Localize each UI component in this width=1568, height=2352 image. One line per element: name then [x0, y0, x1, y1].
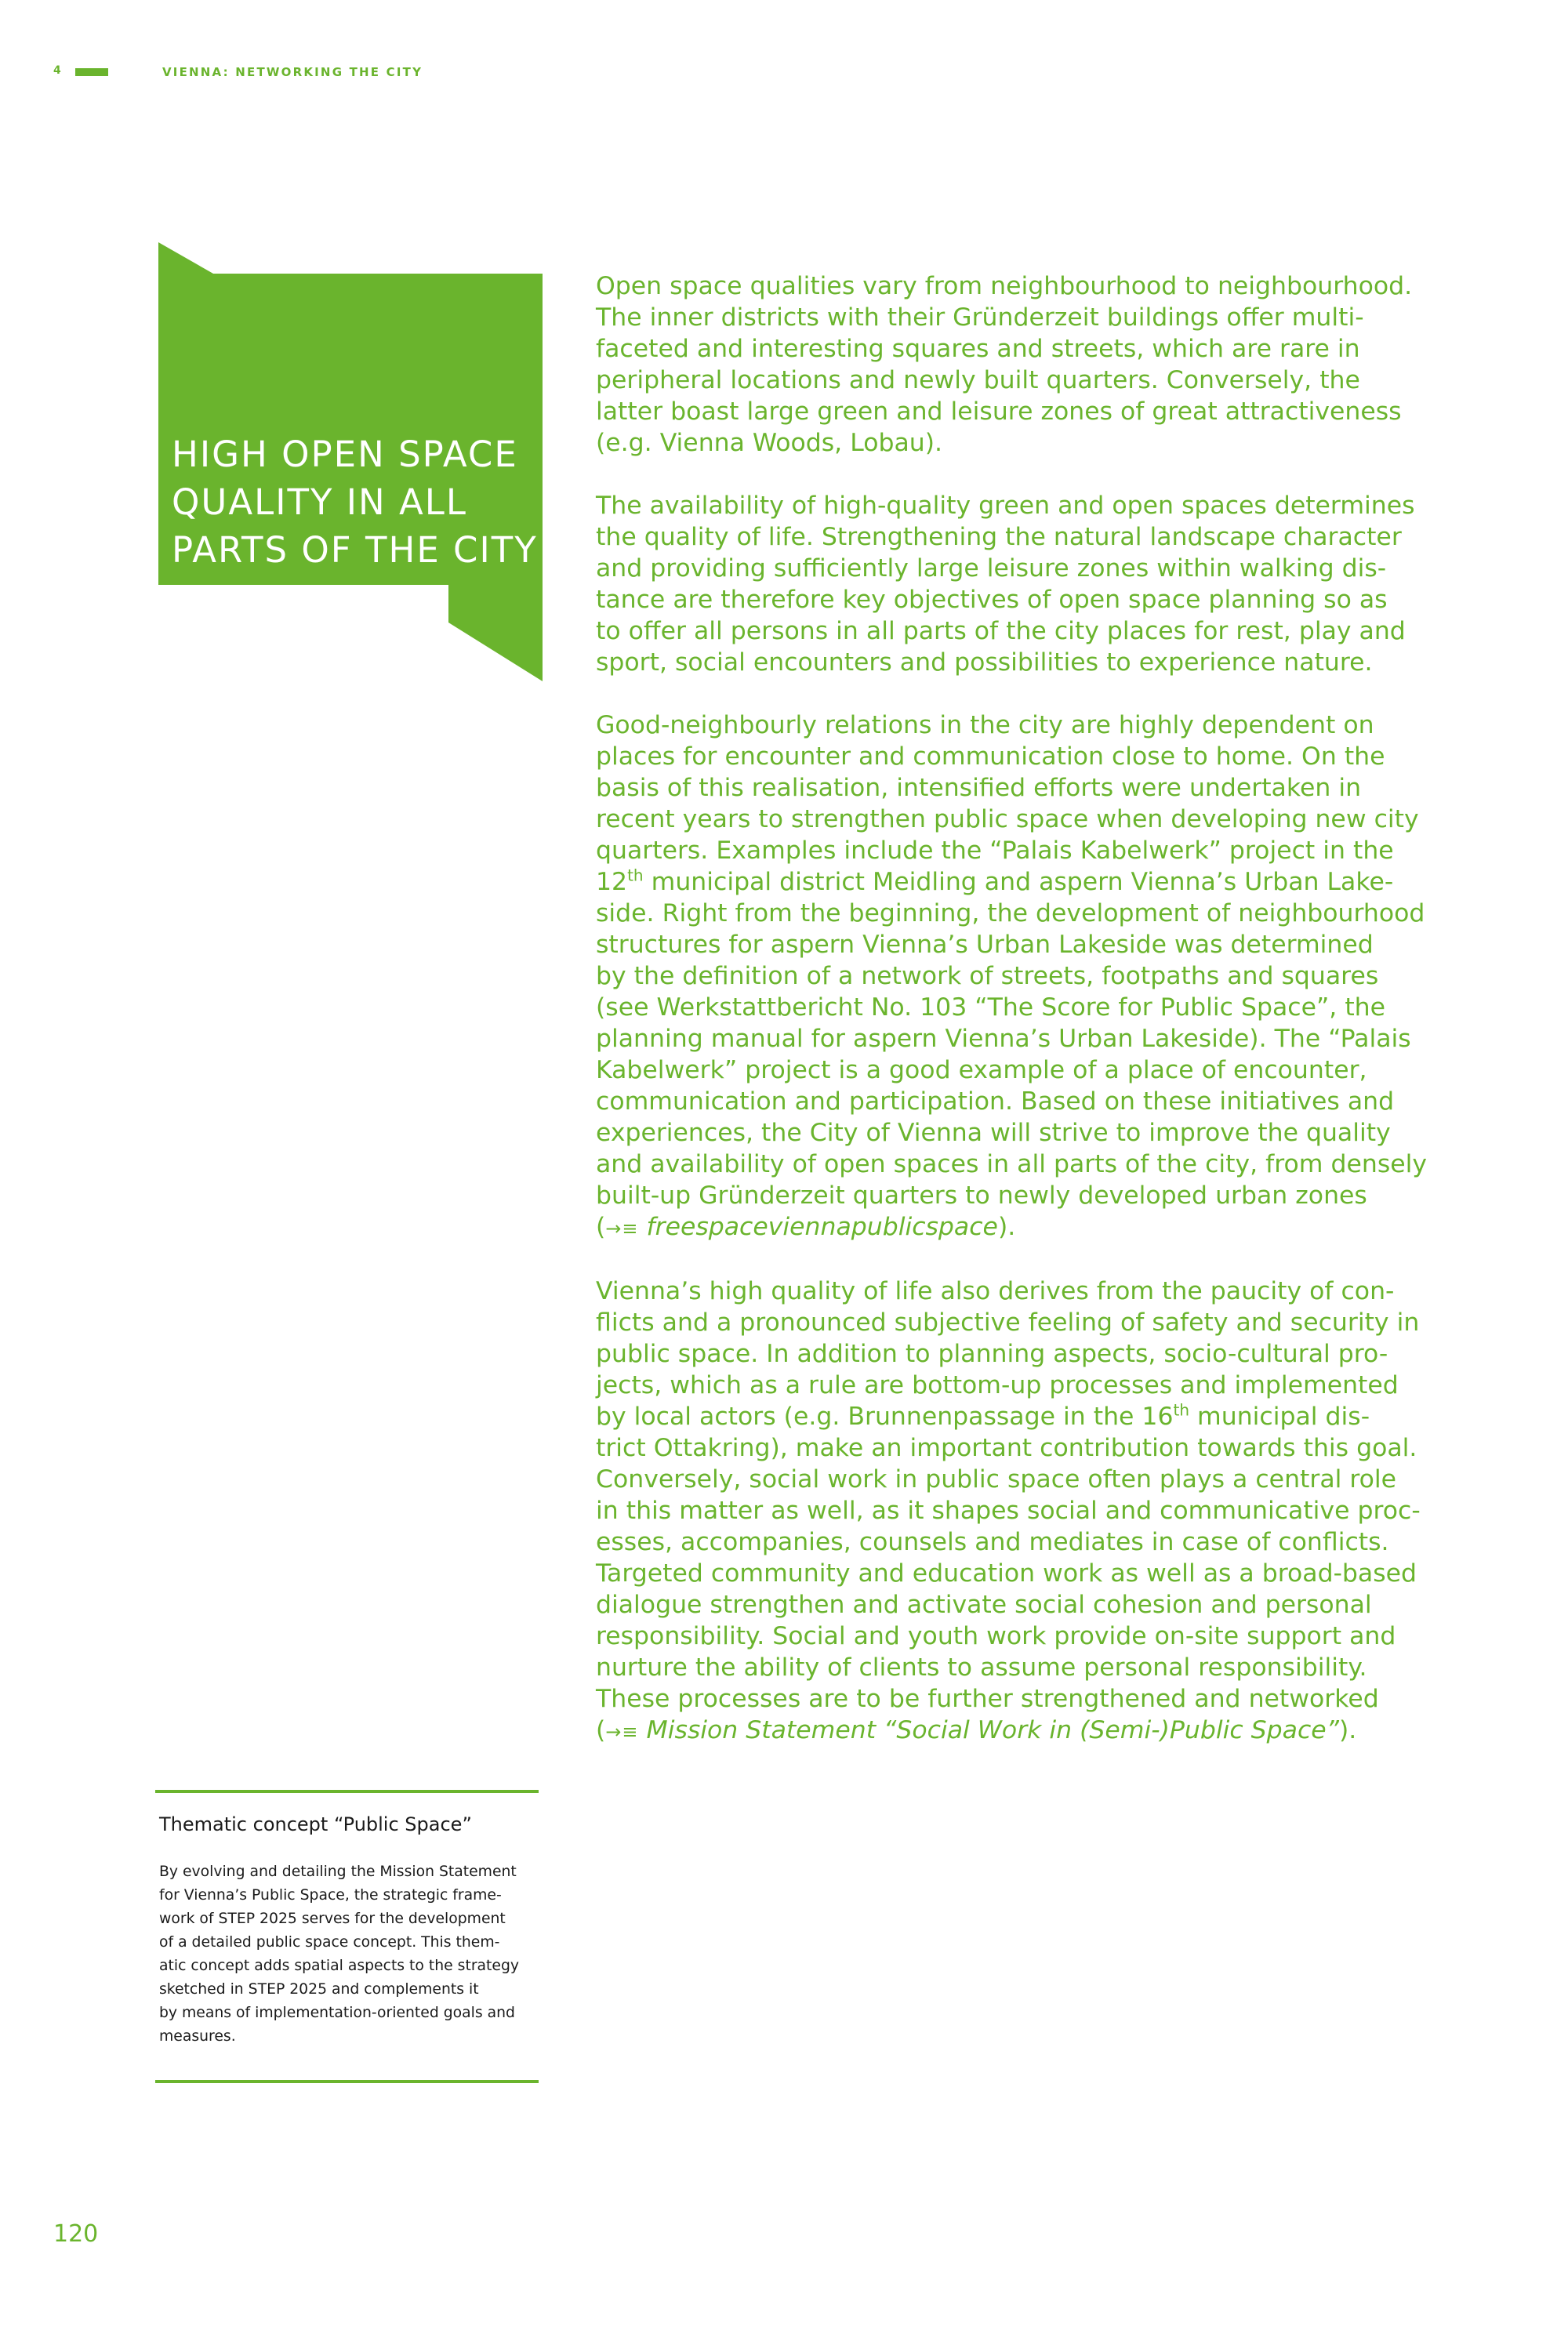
- info-box-top-rule: [155, 1790, 539, 1793]
- body-paragraph-2: The availability of high-quality green and open spaces determines the quality of life. Strengthening the natural landscape character and providing sufficiently large leisure zones within walking dis- tance are therefore key objectives of open space planning so as to offer all persons in all parts of the city places for rest, play and sport, social encounters and possibilities to experience nature.: [596, 492, 1415, 677]
- paragraph-4-text-a: Vienna’s high quality of life also derives from the paucity of con- flicts and a pronounced subjective feeling of safety and security in public space. In addition to planning aspects, socio-cultural pro- jects, which as a rule are bottom-up processes and implemented by local actors (e.g. Brunnenpassage in the 16: [596, 1277, 1420, 1431]
- paragraph-3-end: ).: [997, 1213, 1016, 1241]
- section-heading: HIGH OPEN SPACE QUALITY IN ALL PARTS OF THE CITY: [172, 434, 538, 571]
- cross-reference-icon: →≡: [605, 1218, 639, 1240]
- body-paragraph-4: [596, 1276, 1427, 1748]
- body-paragraph-3: [596, 710, 1427, 1244]
- cross-reference-link[interactable]: Mission Statement “Social Work in (Semi-)Public Space”: [646, 1716, 1339, 1744]
- info-box-title: Thematic concept “Public Space”: [159, 1813, 472, 1835]
- ordinal-suffix: th: [1173, 1400, 1190, 1420]
- body-paragraph-1: Open space qualities vary from neighbourhood to neighbourhood. The inner districts with their Gründerzeit buildings offer multi- faceted and interesting squares and streets, which are rare in peripheral locations and newly built quarters. Conversely, the latter boast large green and leisure zones of great attractiveness (e.g. Vienna Woods, Lobau).: [596, 272, 1413, 457]
- paragraph-4-end: ).: [1339, 1716, 1357, 1744]
- section-heading-banner: [158, 242, 543, 681]
- paragraph-3-text-b: municipal district Meidling and aspern Vienna’s Urban Lake- side. Right from the beginning, the development of neighbourhood structures for aspern Vienna’s Urban Lakeside was determined by the definition of a network of streets, footpaths and squares (see Werkstattbericht No. 103 “The Score for Public Space”, the planning manual for aspern Vienna’s Urban Lakeside). The “Palais Kabelwerk” project is a good example of a place of encounter, communication and participation. Based on these initiatives and experiences, the City of Vienna will strive to improve the quality and availability of open spaces in all parts of the city, from densely built-up Gründerzeit quarters to newly developed urban zones (: [596, 868, 1428, 1241]
- cross-reference-link[interactable]: freespaceviennapublicspace: [646, 1213, 998, 1241]
- info-box-body: By evolving and detailing the Mission Statement for Vienna’s Public Space, the strategic frame- work of STEP 2025 serves for the development of a detailed public space concept. This them- atic concept adds spatial aspects to the strategy sketched in STEP 2025 and complements it by means of implementation-oriented goals and measures.: [159, 1864, 520, 2045]
- ordinal-suffix: th: [627, 866, 644, 885]
- paragraph-3-text-a: Good-neighbourly relations in the city are highly dependent on places for encounter and communication close to home. On the basis of this realisation, intensified efforts were undertaken in recent years to strengthen public space when developing new city quarters. Examples include the “Palais Kabelwerk” project in the 12: [596, 711, 1419, 896]
- cross-reference-icon: →≡: [605, 1721, 639, 1743]
- page-number: 120: [53, 2220, 99, 2248]
- running-header-title: VIENNA: NETWORKING THE CITY: [162, 65, 423, 79]
- paragraph-4-text-b: municipal dis- trict Ottakring), make an important contribution towards this goal. Conversely, social work in public space often plays a central role in this matter as well, as it shapes social and communicative proc- esses, accompanies, counsels and mediates in case of conflicts. Targeted community and education work as well as a broad-based dialogue strengthen and activate social cohesion and personal responsibility. Social and youth work provide on-site support and nurture the ability of clients to assume personal responsibility. These processes are to be further strengthened and networked (: [596, 1403, 1421, 1744]
- header-section-number: 4: [53, 64, 62, 77]
- info-box-bottom-rule: [155, 2080, 539, 2083]
- main-body-text: [596, 270, 1427, 1779]
- header-accent-bar: [75, 68, 108, 76]
